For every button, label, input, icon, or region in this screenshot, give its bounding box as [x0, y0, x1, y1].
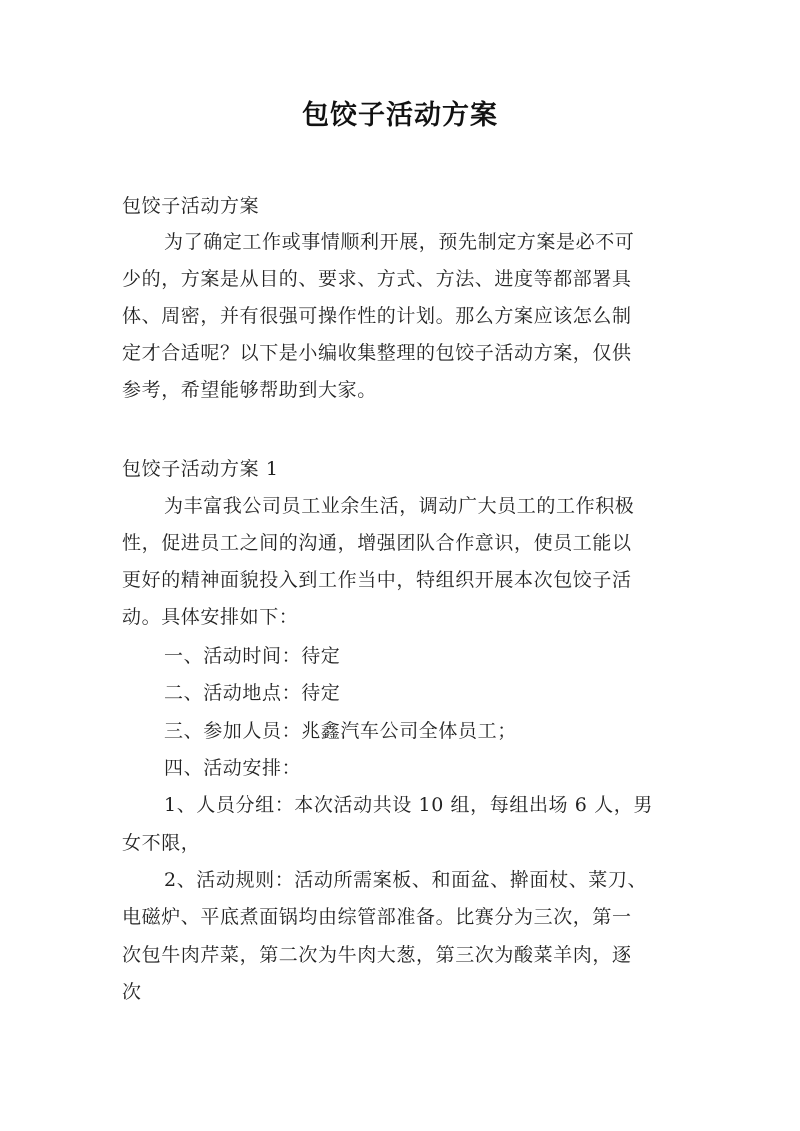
paragraph-line: 性，促进员工之间的沟通，增强团队合作意识，使员工能以: [122, 532, 632, 554]
section-heading: 包饺子活动方案 1: [122, 458, 279, 480]
list-item: 一、活动时间：待定: [164, 645, 341, 667]
intro-heading: 包饺子活动方案: [122, 195, 260, 217]
paragraph-line: 次包牛肉芹菜，第二次为牛肉大葱，第三次为酸菜羊肉，逐: [122, 944, 632, 966]
document-title: 包饺子活动方案: [302, 100, 498, 131]
list-item: 四、活动安排：: [164, 757, 302, 779]
paragraph-line: 更好的精神面貌投入到工作当中，特组织开展本次包饺子活: [122, 569, 632, 591]
list-item: 二、活动地点：待定: [164, 682, 341, 704]
paragraph-line: 定才合适呢？以下是小编收集整理的包饺子活动方案，仅供: [122, 342, 632, 364]
paragraph-line: 电磁炉、平底煮面锅均由综管部准备。比赛分为三次，第一: [122, 906, 632, 928]
paragraph-line: 体、周密，并有很强可操作性的计划。那么方案应该怎么制: [122, 305, 632, 327]
list-item: 2、活动规则：活动所需案板、和面盆、擀面杖、菜刀、: [164, 869, 648, 891]
paragraph-line: 为了确定工作或事情顺利开展，预先制定方案是必不可: [164, 231, 635, 253]
paragraph-line: 次: [122, 981, 142, 1003]
paragraph-line: 参考，希望能够帮助到大家。: [122, 379, 377, 401]
paragraph-line: 少的，方案是从目的、要求、方式、方法、进度等都部署具: [122, 268, 632, 290]
paragraph-line: 动。具体安排如下：: [122, 606, 299, 628]
paragraph-line: 女不限，: [122, 832, 201, 854]
list-item: 三、参加人员：兆鑫汽车公司全体员工；: [164, 720, 517, 742]
paragraph-line: 为丰富我公司员工业余生活，调动广大员工的工作积极: [164, 495, 635, 517]
list-item: 1、人员分组：本次活动共设 10 组，每组出场 6 人，男: [164, 794, 653, 816]
